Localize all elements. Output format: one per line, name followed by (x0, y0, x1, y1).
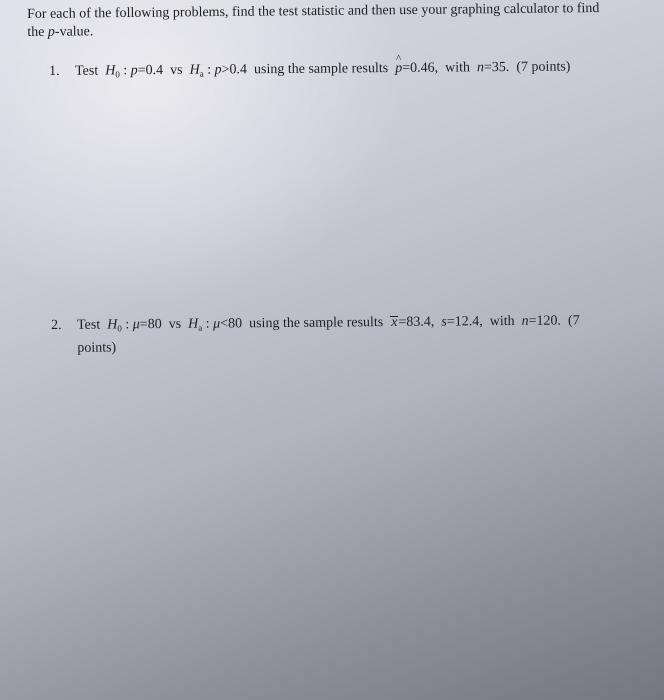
problem-1-h0-subscript: 0 (115, 69, 120, 80)
instructions (27, 0, 632, 42)
problem-2-ha-relation: <80 (220, 316, 243, 332)
problem-2-h0-param: μ (132, 317, 140, 333)
instructions-line-2-suffix: -value. (54, 24, 94, 40)
problem-1: 1. Test $H_0$ : p=0.4 vs $H_a$ : p>0.4 using the sample results ^ p=0.46, with n=35. (7 points) (49, 57, 634, 85)
problem-2-xbar-value: =83.4, (398, 314, 435, 330)
problem-2-h0-relation: =80 (139, 317, 162, 333)
problem-1-vs: vs (170, 62, 183, 78)
problem-1-ha-relation: >0.4 (221, 62, 248, 78)
problem-2-xbar: x (391, 314, 398, 331)
problem-1-with-text: with (445, 60, 471, 76)
instructions-line-1: For each of the following problems, find the test statistic and then use your graphing calculator to find (27, 1, 600, 22)
problem-2-ha-param: μ (213, 316, 221, 332)
problem-2-h0-subscript: 0 (117, 323, 122, 334)
problem-2-test-word: Test (77, 317, 101, 333)
problem-1-n-var: n (476, 60, 485, 76)
problem-2-vs: vs (168, 316, 182, 332)
problem-2-line-1: 2. Test $H_0$ : μ=80 vs $H_a$ : μ<80 using the sample results x=83.4, s=12.4, with n=120. (7 (51, 313, 580, 334)
problem-1-phat-value: =0.46, (402, 60, 439, 76)
problem-1-h0-symbol: H (105, 63, 116, 79)
problem-2-n-value: =120. (528, 313, 562, 329)
instructions-p-variable: p (47, 24, 55, 40)
problem-1-ha-param: p (214, 62, 222, 78)
problem-1-n-value: =35. (483, 59, 510, 76)
problem-2-ha-symbol: H (188, 316, 199, 332)
problem-2-number: 2. (51, 317, 62, 333)
problem-2-h0-symbol: H (107, 317, 118, 333)
problem-2-sample-text: using the sample results (249, 315, 384, 332)
problem-2-s-value: =12.4, (446, 314, 483, 330)
problem-1-h0-param: p (130, 63, 138, 79)
problem-1-sample-text: using the sample results (253, 61, 389, 78)
problem-2-with-text: with (489, 313, 515, 330)
instructions-line-2-prefix: the (27, 24, 48, 40)
problem-2-ha-subscript: a (198, 322, 203, 333)
problem-2-points-part-1: (7 (567, 313, 580, 329)
problem-1-test-word: Test (75, 63, 99, 79)
problem-1-h0-relation: =0.4 (137, 63, 164, 79)
problem-1-phat: ^ p (395, 59, 402, 78)
problem-2-points-part-2: points) (77, 340, 117, 356)
problem-2-n-var: n (521, 313, 529, 329)
problem-2-s-var: s (441, 314, 447, 330)
problem-2 (51, 311, 636, 358)
problem-1-ha-symbol: H (189, 62, 200, 78)
problem-1-points: (7 points) (516, 59, 571, 75)
problem-1-number: 1. (49, 63, 60, 79)
problem-1-ha-subscript: a (199, 68, 204, 79)
